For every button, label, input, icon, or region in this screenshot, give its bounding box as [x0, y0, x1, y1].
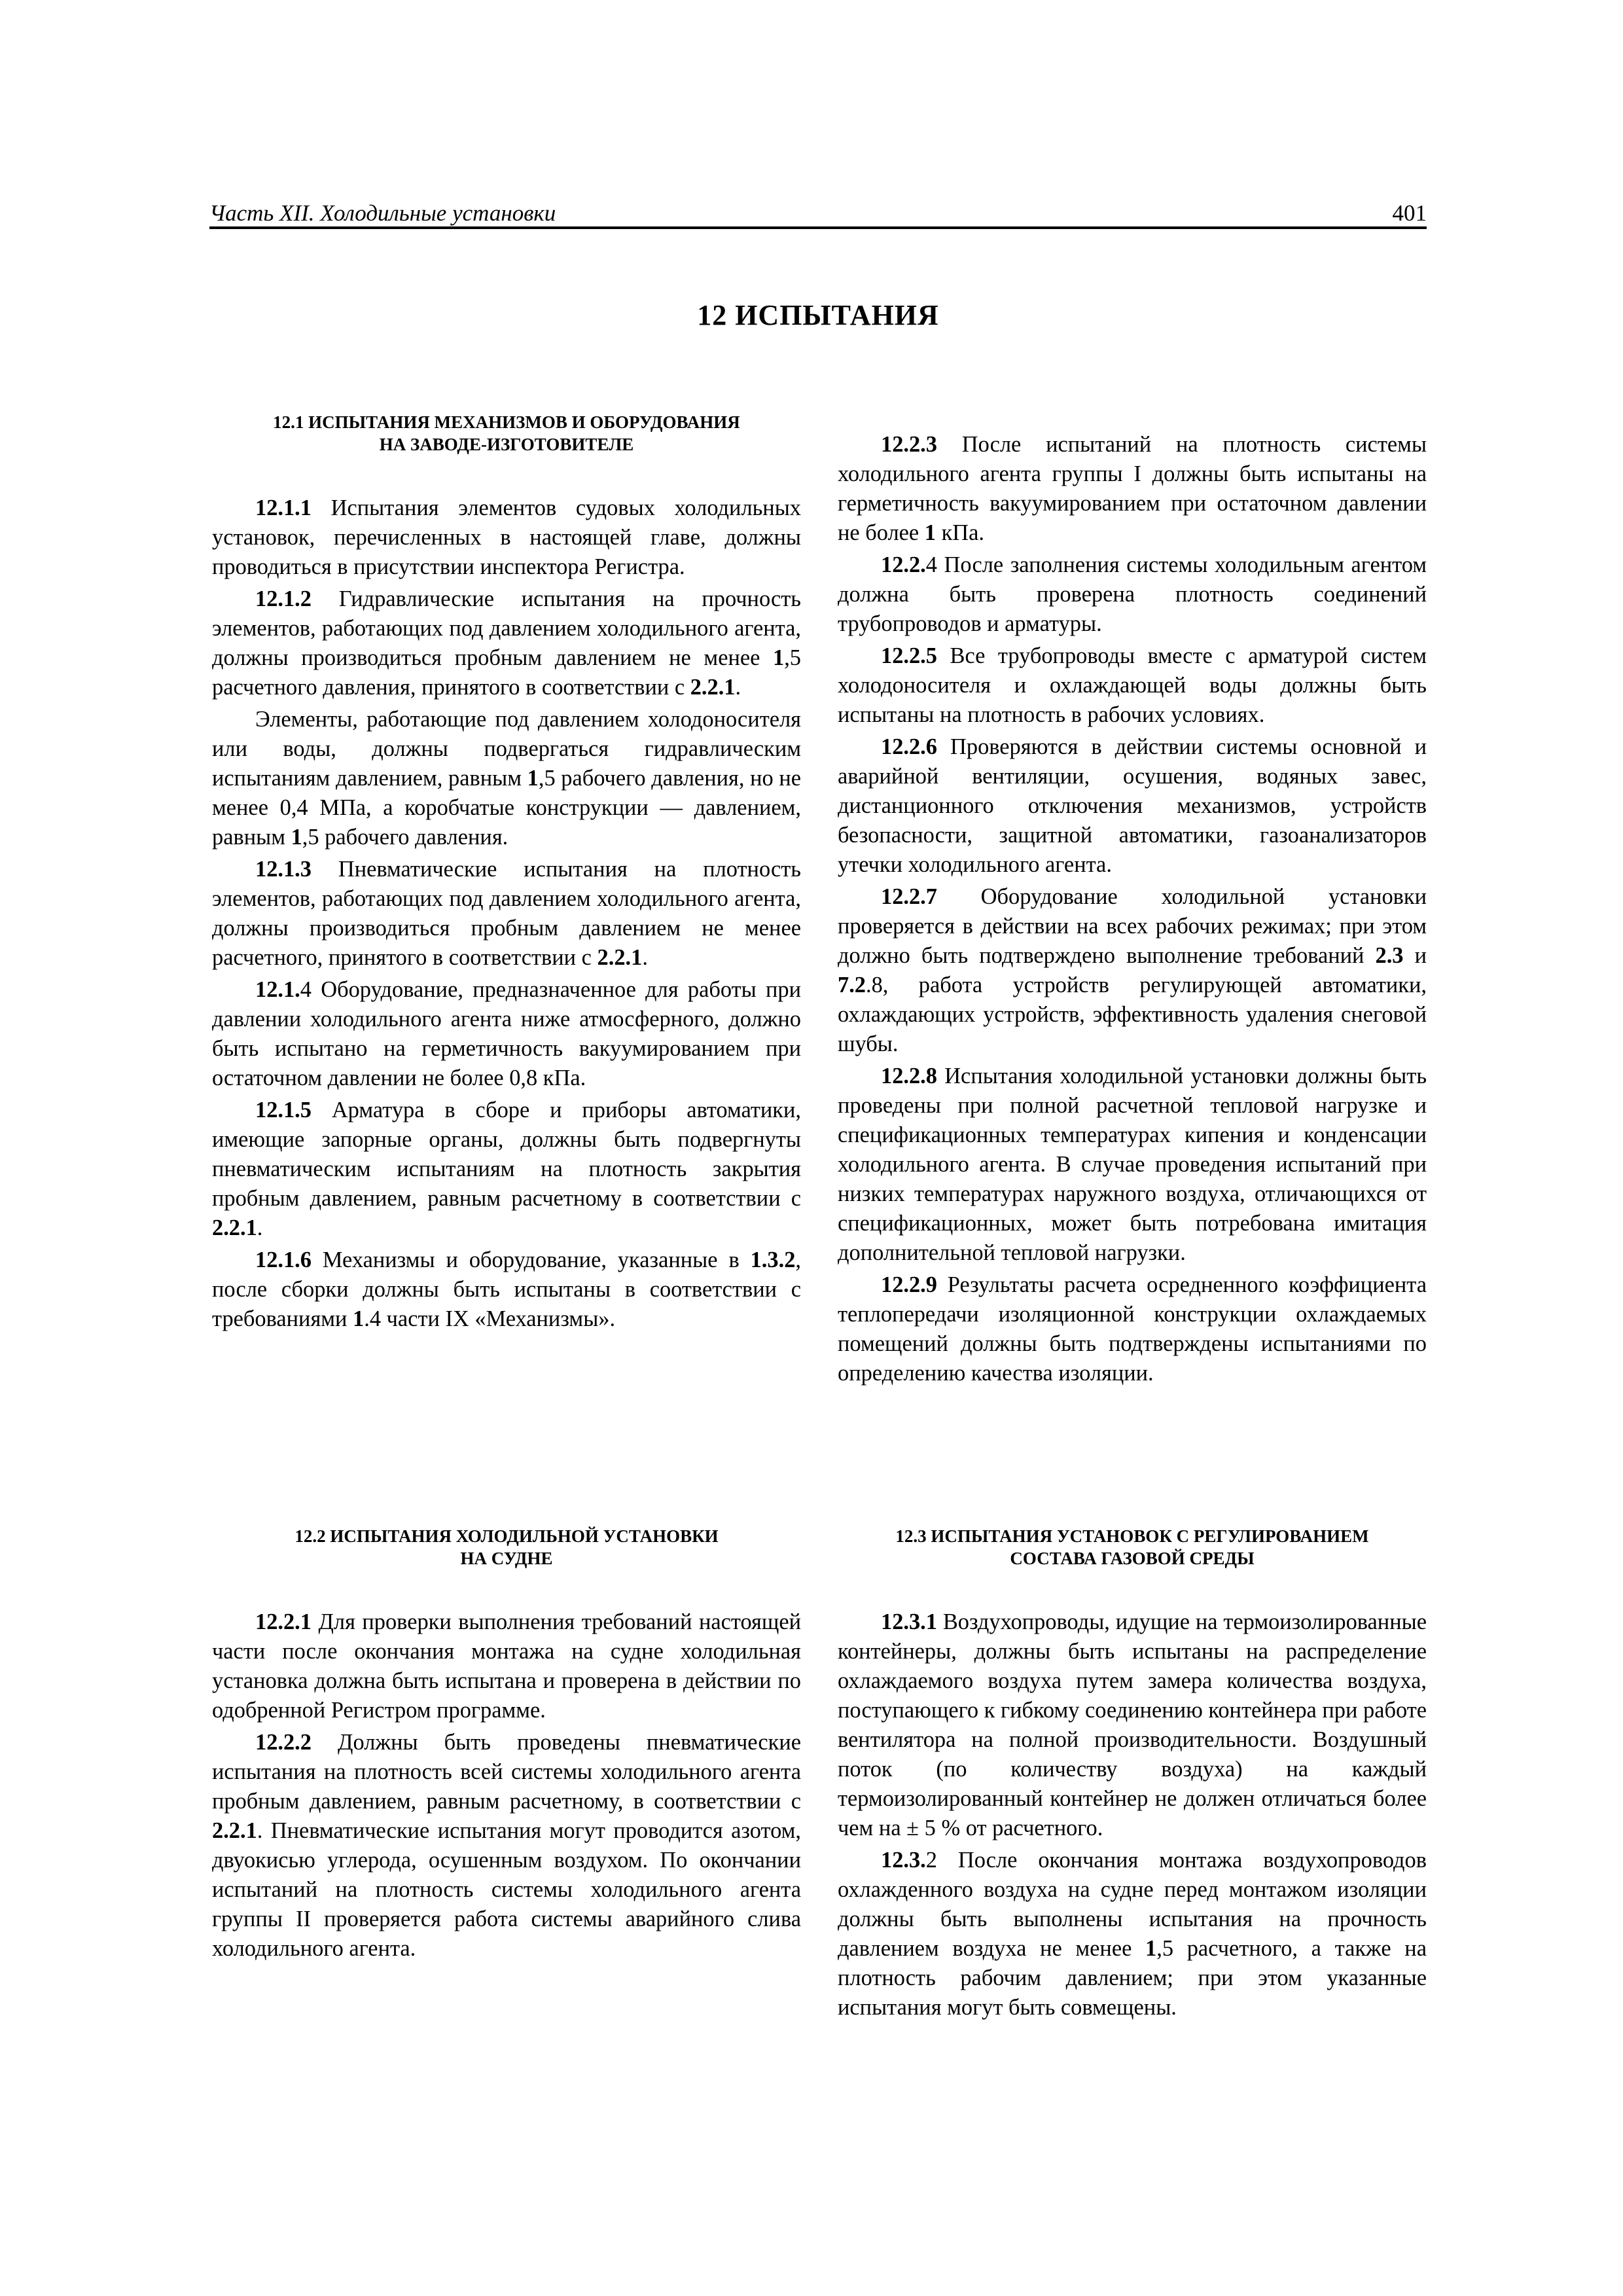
clause-12-2-6: 12.2.6 Проверяются в действии системы основной и аварийной вентиляции, осушения, водяных завес, дистанционного отключения механизмов, устройств безопасности, защитной автоматики, газоанализаторов утечки холодильного агента. [838, 734, 1427, 877]
clause-12-1-3: 12.1.3 Пневматические испытания на плотность элементов, работающих под давлением холодильного агента, должны производиться пробным давлением не менее расчетного, принятого в соответствии с 2.2.1. [212, 857, 801, 970]
clause-12-1-5: 12.1.5 Арматура в сборе и приборы автоматики, имеющие запорные органы, должны быть подвергнуты пневматическим испытаниям на плотность закрытия пробным давлением, равным расчетному в соответствии с 2.2.1. [212, 1098, 801, 1240]
running-title: Часть XII. Холодильные установки [209, 200, 556, 226]
clause-12-1-1: 12.1.1 Испытания элементов судовых холодильных установок, перечисленных в настоящей главе, должны проводиться в присутствии инспектора Регистра. [212, 495, 801, 579]
clause-12-2-4: 12.2.4 После заполнения системы холодильным агентом должна быть проверена плотность соединений трубопроводов и арматуры. [838, 552, 1427, 636]
clause-12-3-2: 12.3.2 После окончания монтажа воздухопроводов охлажденного воздуха на судне перед монтажом изоляции должны быть выполнены испытания на прочность давлением воздуха не менее 1,5 расчетного, а также на плотность рабочим давлением; при этом указанные испытания могут быть совмещены. [838, 1848, 1427, 2020]
clause-12-2-2: 12.2.2 Должны быть проведены пневматические испытания на плотность всей системы холодильного агента пробным давлением, равным расчетному, в соответствии с 2.2.1. Пневматические испытания могут проводится азотом, двуокисью углерода, осушенным воздухом. По окончании испытаний на плотность системы холодильного агента группы II проверяется работа системы аварийного слива холодильного агента. [212, 1730, 801, 1961]
clause-12-2-8: 12.2.8 Испытания холодильной установки должны быть проведены при полной расчетной тепловой нагрузке и спецификационных температурах кипения и конденсации холодильного агента. В случае проведения испытаний при низких температурах наружного воздуха, отличающихся от спецификационных, может быть потребована имитация дополнительной тепловой нагрузки. [838, 1064, 1427, 1265]
page-number: 401 [1392, 200, 1427, 226]
section-heading: 12.3 ИСПЫТАНИЯ УСТАНОВОК С РЕГУЛИРОВАНИЕМ СОСТАВА ГАЗОВОЙ СРЕДЫ [895, 1526, 1369, 1568]
clause-12-2-3: 12.2.3 После испытаний на плотность системы холодильного агента группы I должны быть испытаны на герметичность вакуумированием при остаточном давлении не более 1 кПа. [838, 432, 1427, 545]
section-12-2-continued [838, 430, 1427, 1388]
clause-12-2-1: 12.2.1 Для проверки выполнения требований настоящей части после окончания монтажа на судне холодильная установка должна быть испытана и проверена в действии по одобренной Регистром программе. [212, 1609, 801, 1723]
clause-12-2-9: 12.2.9 Результаты расчета осредненного коэффициента теплопередачи изоляционной конструкции охлаждаемых помещений должны быть подтверждены испытаниями по определению качества изоляции. [838, 1272, 1427, 1386]
section-12-2 [212, 1525, 801, 1964]
header-rule [209, 226, 1427, 229]
clause-12-3-1: 12.3.1 Воздухопроводы, идущие на термоизолированные контейнеры, должны быть испытаны на распределение охлаждаемого воздуха путем замера количества воздуха, поступающего к гибкому соединению контейнера при работе вентилятора на полной производительности. Воздушный поток (по количеству воздуха) на каждый термоизолированный контейнер не должен отличаться более чем на ± 5 % от расчетного. [838, 1609, 1427, 1840]
chapter-title: 12 ИСПЫТАНИЯ [697, 299, 939, 331]
section-heading: 12.2 ИСПЫТАНИЯ ХОЛОДИЛЬНОЙ УСТАНОВКИ НА СУДНЕ [294, 1526, 719, 1568]
clause-12-2-5: 12.2.5 Все трубопроводы вместе с арматурой систем холодоносителя и охлаждающей воды должны быть испытаны на плотность в рабочих условиях. [838, 643, 1427, 727]
section-heading: 12.1 ИСПЫТАНИЯ МЕХАНИЗМОВ И ОБОРУДОВАНИЯ НА ЗАВОДЕ-ИЗГОТОВИТЕЛЕ [273, 412, 740, 454]
clause-12-1-2-cont: Элементы, работающие под давлением холодоносителя или воды, должны подвергаться гидравлическим испытаниям давлением, равным 1,5 рабочего давления, но не менее 0,4 МПа, а коробчатые конструкции — давлением, равным 1,5 рабочего давления. [212, 707, 802, 850]
clause-12-1-2: 12.1.2 Гидравлические испытания на прочность элементов, работающих под давлением холодильного агента, должны производиться пробным давлением не менее 1,5 расчетного давления, принятого в соответствии с 2.2.1. [212, 586, 801, 700]
section-12-3 [838, 1525, 1427, 2022]
clause-12-1-6: 12.1.6 Механизмы и оборудование, указанные в 1.3.2, после сборки должны быть испытаны в соответствии с требованиями 1.4 части IX «Механизмы». [212, 1247, 801, 1331]
page-header [209, 199, 1427, 229]
clause-12-2-7: 12.2.7 Оборудование холодильной установки проверяется в действии на всех рабочих режимах; при этом должно быть подтверждено выполнение требований 2.3 и 7.2.8, работа устройств регулирующей автоматики, охлаждающих устройств, эффективность удаления снеговой шубы. [838, 884, 1427, 1056]
clause-12-1-4: 12.1.4 Оборудование, предназначенное для работы при давлении холодильного агента ниже атмосферного, должно быть испытано на герметичность вакуумированием при остаточном давлении не более 0,8 кПа. [212, 977, 801, 1090]
section-12-1 [212, 411, 801, 1334]
